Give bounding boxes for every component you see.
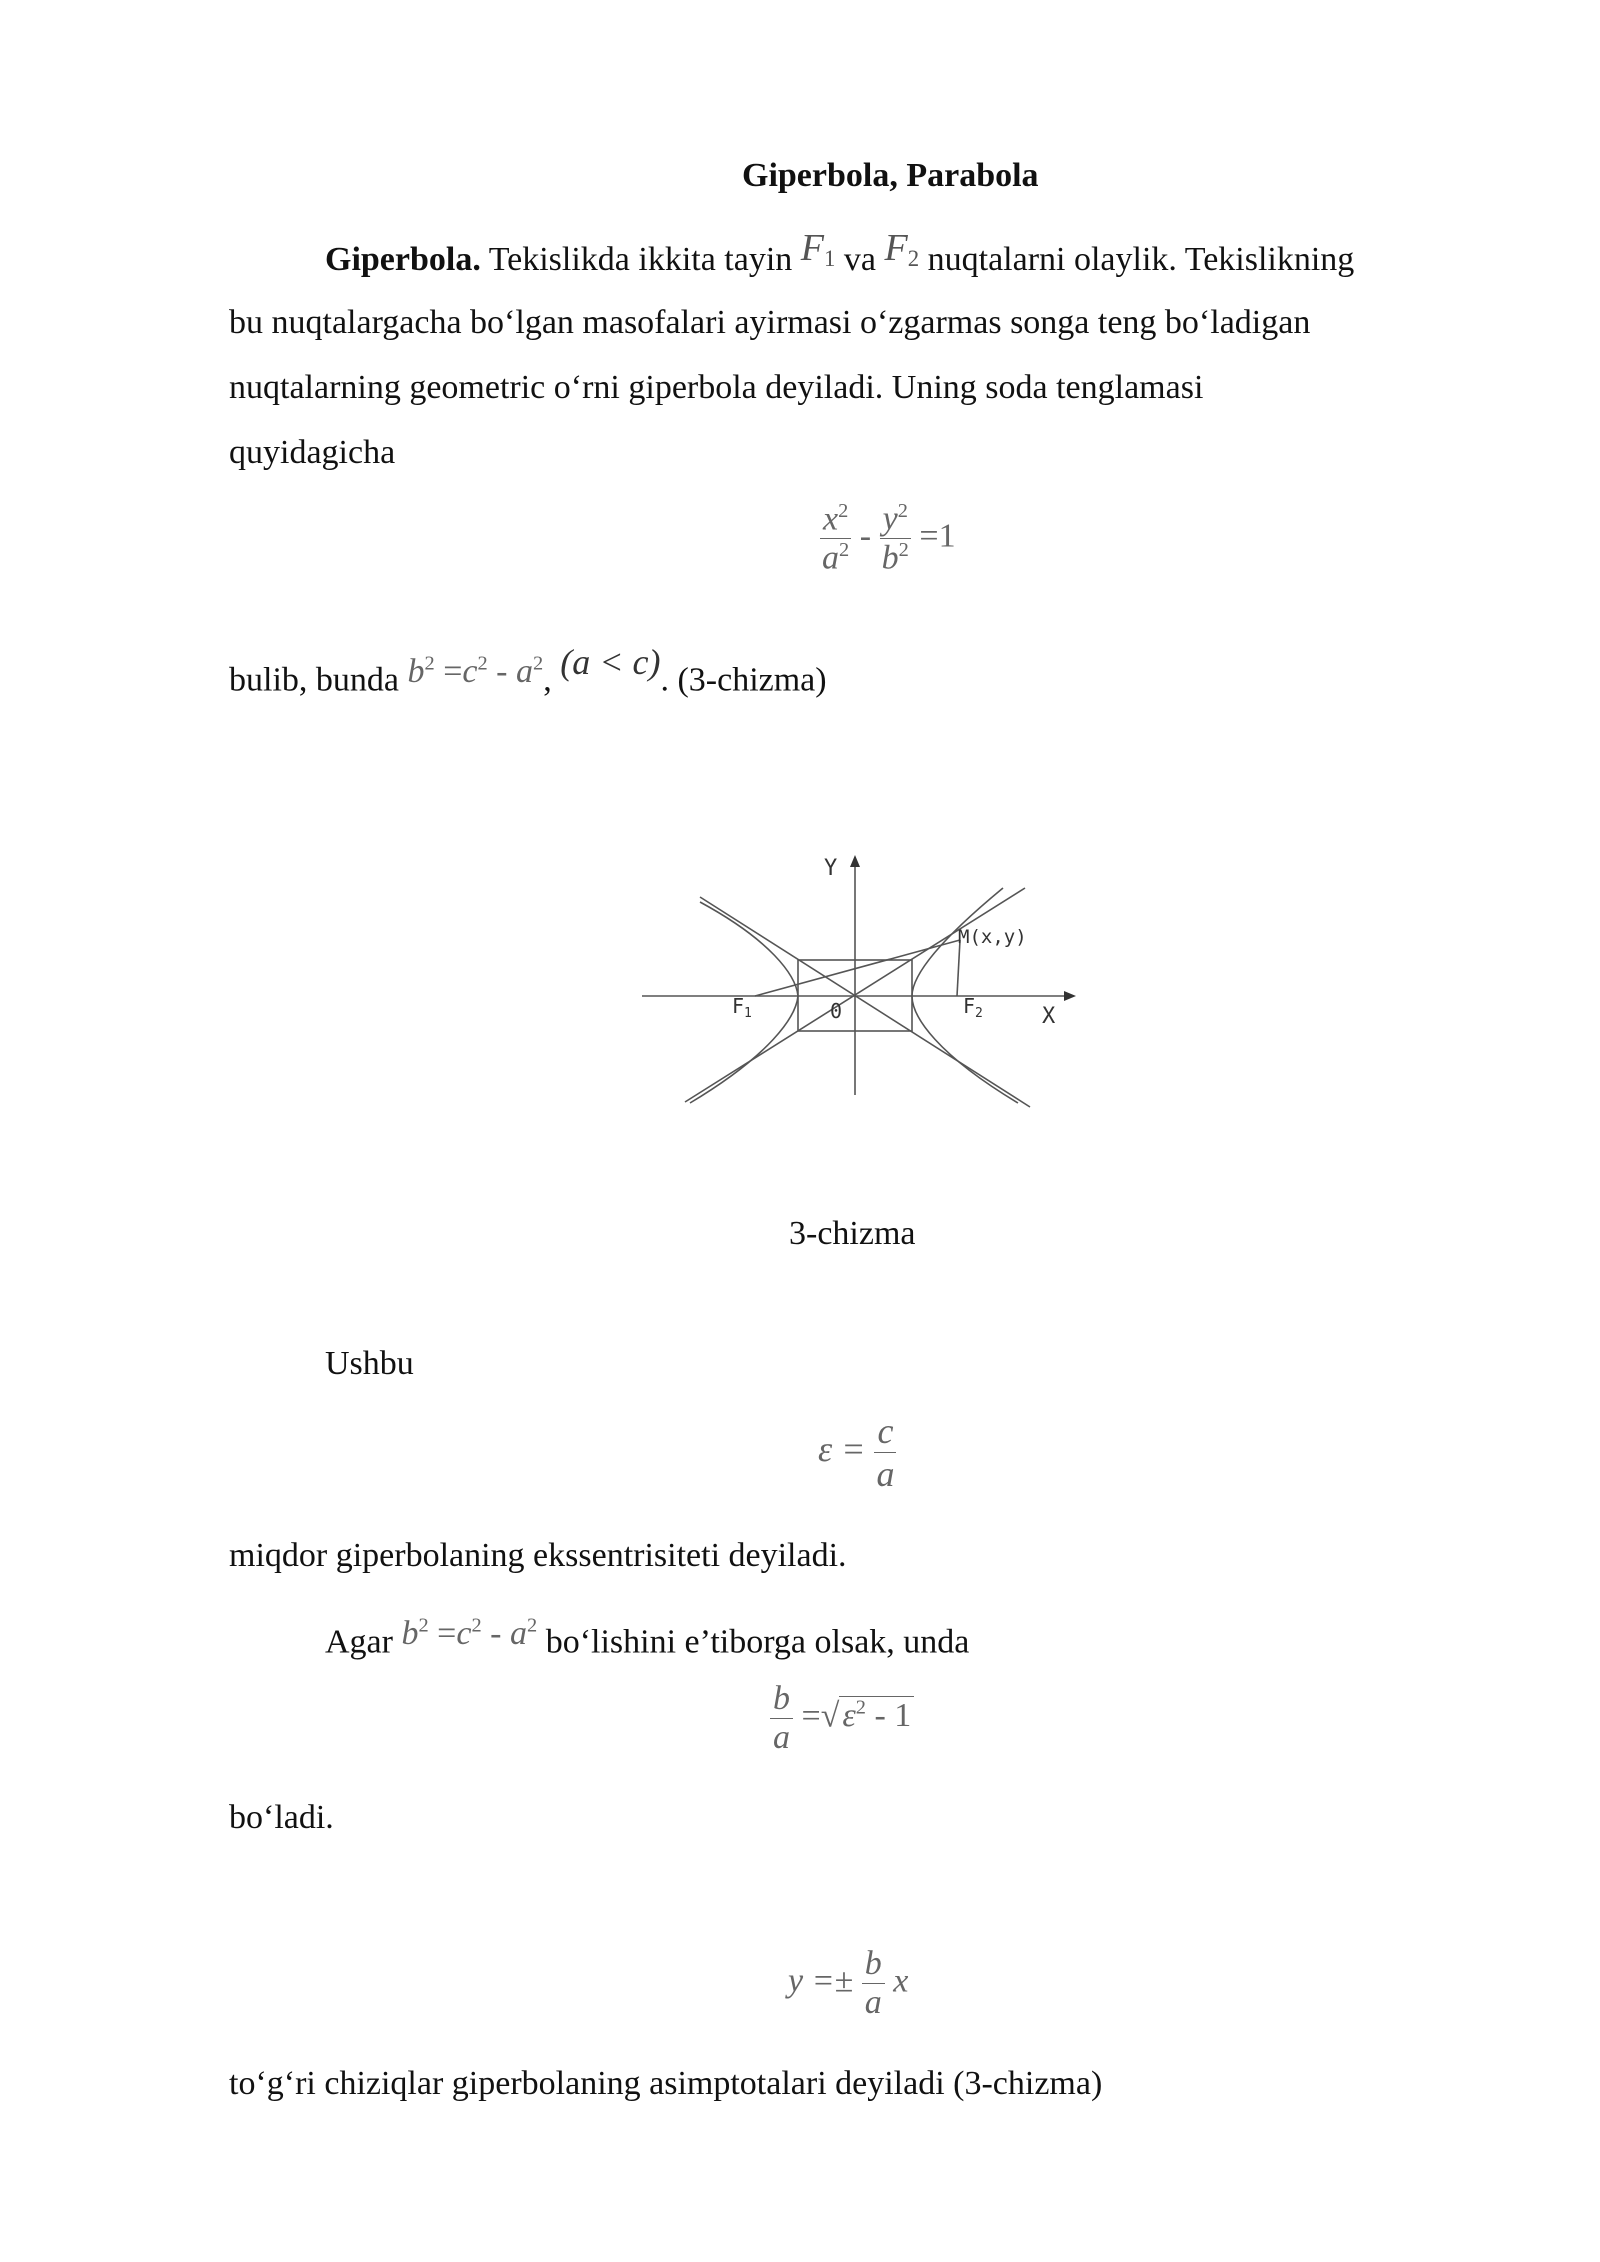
paragraph-agar [325,1614,969,1662]
point-m-label: M(x,y) [958,926,1027,948]
focus-f1-label: $F_1$ [732,994,752,1021]
hyperbola-equation: $\frac{x^2}{a^2}$ - $\frac{y^2}{b^2}$ =1 [820,500,956,578]
focus-f1: $F_1$ [800,227,836,271]
text: bulib, bunda [229,661,399,699]
text: nuqtalarni olaylik. Tekislikning [927,241,1355,278]
text-va: va [843,241,877,278]
paragraph-ushbu: Ushbu [325,1345,414,1382]
figure-caption: 3-chizma [789,1215,916,1252]
ratio-equation: $\frac{b}{a}$ $=√\varepsilon^2 - 1$ [770,1680,914,1757]
focal-radius-2 [957,940,960,996]
condition-a-less-c: (a < c) [560,642,661,683]
text: Agar [325,1623,393,1661]
term-hyperbola: Giperbola. [325,241,481,278]
origin-label: 0 [830,999,843,1023]
paragraph-asymptotes: to‘g‘ri chiziqlar giperbolaning asimptotalari deyiladi (3-chizma) [229,2065,1103,2102]
paragraph-hyperbola-line1 [325,227,1355,289]
paragraph-hyperbola-line3: nuqtalarning geometric o‘rni giperbola deyiladi. Uning soda tenglamasi [229,369,1204,406]
hyperbola-figure [620,845,1090,1115]
paragraph-hyperbola-line2: bu nuqtalargacha bo‘lgan masofalari ayirmasi o‘zgarmas songa teng bo‘ladigan [229,304,1311,341]
x-axis-label: X [1042,1004,1056,1029]
eccentricity-equation: ε = $\frac{c}{a}$ [818,1411,895,1494]
y-axis-arrow [850,855,860,867]
paragraph-hyperbola-line4: quyidagicha [229,434,396,471]
paragraph-bulib: bulib, bunda $b^2 =c^2 - a^2$, (a < c). (3-chizma) [229,642,827,699]
text: bo‘lishini e’tiborga olsak, unda [545,1623,970,1661]
paragraph-miqdor: miqdor giperbolaning ekssentrisiteti deyiladi. [229,1537,847,1574]
focus-f2: $F_2$ [884,227,920,271]
text: Tekislikda ikkita tayin [488,241,793,278]
y-axis-label: Y [824,856,838,881]
x-axis-arrow [1064,991,1076,1001]
focus-f2-label: $F_2$ [963,994,983,1021]
paragraph-boladi: bo‘ladi. [229,1799,334,1836]
relation-b2-c2-a2: $b^2 =c^2 - a^2$ [401,1615,538,1653]
relation-b2-c2-a2: $b^2 =c^2 - a^2$ [407,653,544,691]
page-title: Giperbola, Parabola [742,157,1039,194]
asymptote-equation: y =± $\frac{b}{a}$ x [788,1945,909,2021]
